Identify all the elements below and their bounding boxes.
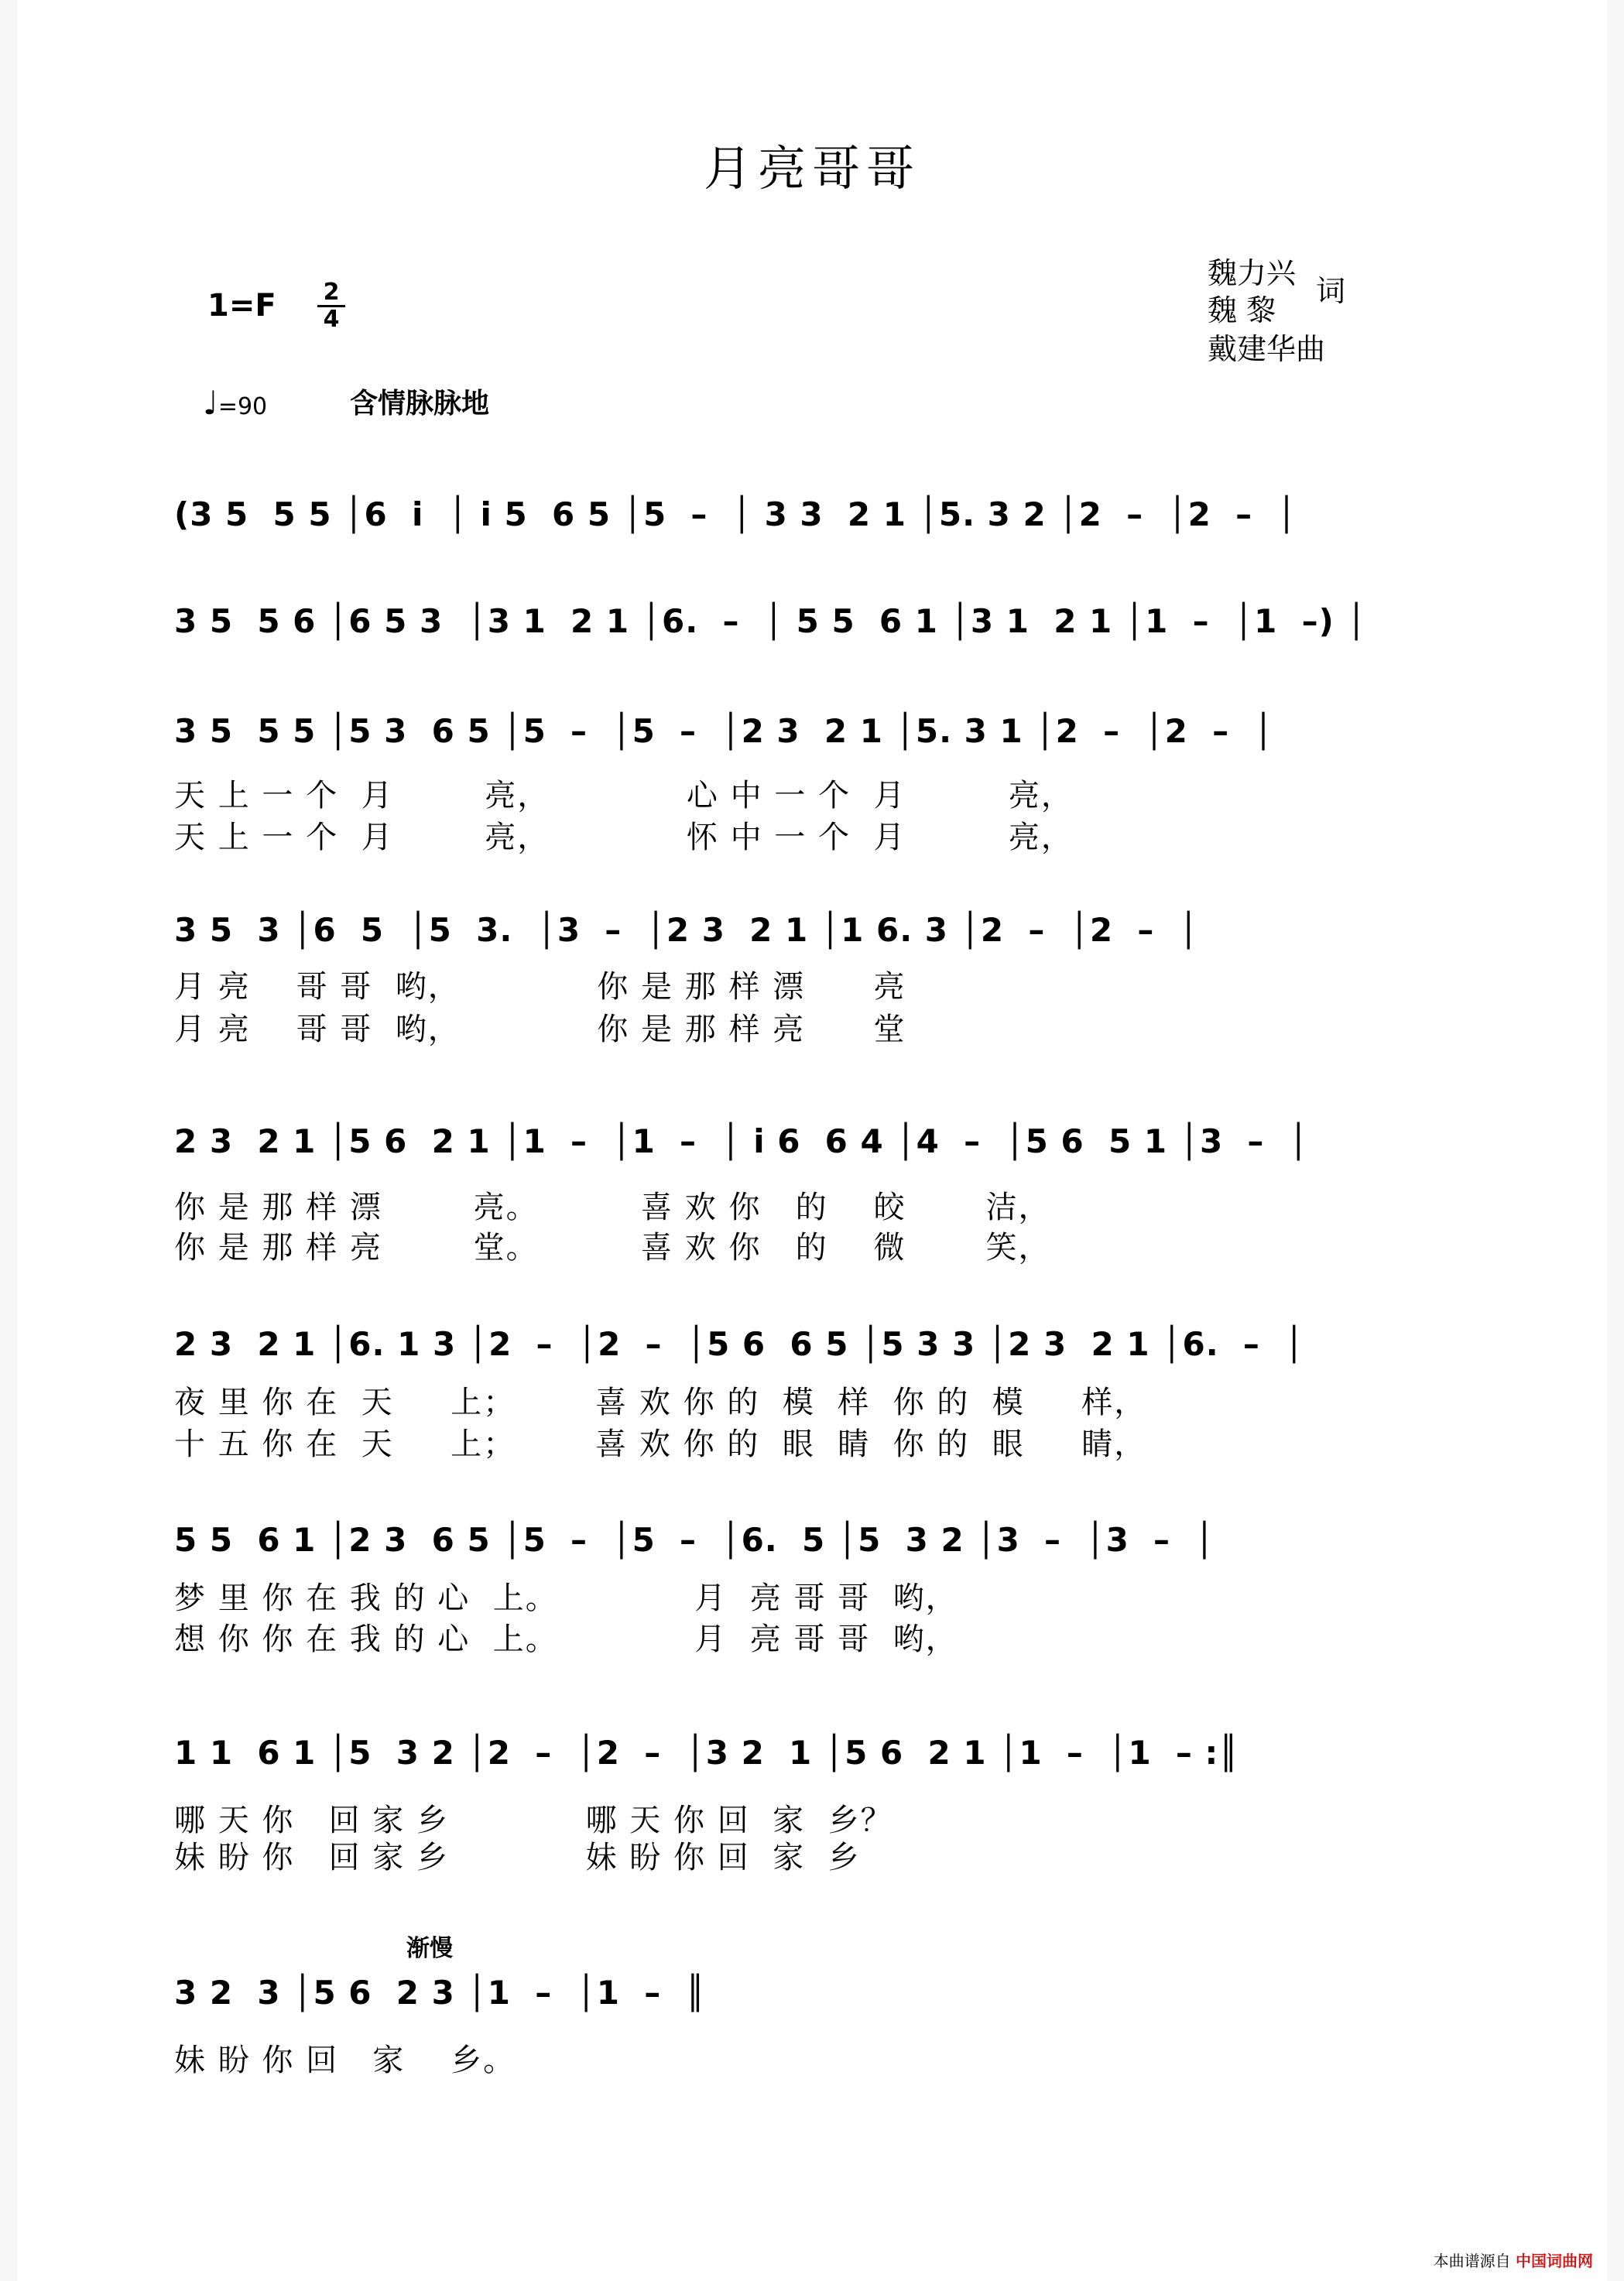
- time-signature: [317, 280, 345, 332]
- right-margin-strip: [1607, 0, 1624, 2281]
- time-signature-top: 2: [323, 279, 340, 306]
- lyric-line-3a: 天 上 一 个 月 亮， 心 中 一 个 月 亮，: [174, 778, 1074, 813]
- ritardando-marking: 渐慢: [406, 1935, 453, 1962]
- lyric-line-8b: 妹 盼 你 回 家 乡 妹 盼 你 回 家 乡: [174, 1840, 861, 1875]
- lyric-line-9a: 妹 盼 你 回 家 乡。: [174, 2043, 516, 2078]
- music-line-1: (3 5 5 5 │6 i │ i 5 6 5 │5 – │ 3 3 2 1 │5. 3 2 │2 – │2 – │: [174, 495, 1297, 533]
- lyric-line-7b: 想 你 你 在 我 的 心 上。 月 亮 哥 哥 哟，: [174, 1622, 958, 1657]
- quarter-note-icon: ♩: [203, 384, 218, 422]
- music-line-2: 3 5 5 6 │6 5 3 │3 1 2 1 │6. – │ 5 5 6 1 │3 1 2 1 │1 – │1 –) │: [174, 602, 1367, 640]
- music-line-9: 3 2 3 │5 6 2 3 │1 – │1 – ║: [174, 1974, 706, 2012]
- lyricist-2: 魏 黎: [1208, 293, 1276, 327]
- music-line-7: 5 5 6 1 │2 3 6 5 │5 – │5 – │6. 5 │5 3 2 │3 – │3 – │: [174, 1521, 1215, 1559]
- music-line-5: 2 3 2 1 │5 6 2 1 │1 – │1 – │ i 6 6 4 │4 – │5 6 5 1 │3 – │: [174, 1122, 1309, 1160]
- key-signature: 1=F: [207, 288, 276, 324]
- lyric-line-7a: 梦 里 你 在 我 的 心 上。 月 亮 哥 哥 哟，: [174, 1581, 958, 1616]
- source-footer: [1434, 2248, 1593, 2271]
- composer: 戴建华曲: [1208, 332, 1326, 366]
- music-line-3: 3 5 5 5 │5 3 6 5 │5 – │5 – │2 3 2 1 │5. 3 1 │2 – │2 – │: [174, 712, 1274, 750]
- lyric-line-8a: 哪 天 你 回 家 乡 哪 天 你 回 家 乡？: [174, 1803, 893, 1838]
- lyricist-1: 魏力兴: [1208, 256, 1297, 290]
- expression-marking: 含情脉脉地: [350, 388, 490, 420]
- tempo-marking: [203, 384, 267, 422]
- music-line-8: 1 1 6 1 │5 3 2 │2 – │2 – │3 2 1 │5 6 2 1 │1 – │1 – :║: [174, 1734, 1239, 1772]
- lyric-suffix: 词: [1316, 274, 1346, 308]
- lyric-line-5b: 你 是 那 样 亮 堂。 喜 欢 你 的 微 笑，: [174, 1230, 1051, 1266]
- lyric-line-5a: 你 是 那 样 漂 亮。 喜 欢 你 的 皎 洁，: [174, 1190, 1051, 1225]
- lyric-line-6b: 十 五 你 在 天 上； 喜 欢 你 的 眼 睛 你 的 眼 睛，: [174, 1426, 1147, 1462]
- lyric-line-3b: 天 上 一 个 月 亮， 怀 中 一 个 月 亮，: [174, 820, 1074, 855]
- time-signature-bottom: 4: [317, 305, 345, 332]
- left-margin-strip: [0, 0, 17, 2281]
- lyric-line-4a: 月 亮 哥 哥 哟， 你 是 那 样 漂 亮: [174, 969, 906, 1005]
- tempo-value: =90: [218, 393, 268, 420]
- lyric-line-4b: 月 亮 哥 哥 哟， 你 是 那 样 亮 堂: [174, 1012, 906, 1047]
- music-line-6: 2 3 2 1 │6. 1 3 │2 – │2 – │5 6 6 5 │5 3 3 │2 3 2 1 │6. – │: [174, 1325, 1305, 1363]
- lyric-line-6a: 夜 里 你 在 天 上； 喜 欢 你 的 模 样 你 的 模 样，: [174, 1385, 1147, 1420]
- footer-brand-link[interactable]: 中国词曲网: [1516, 2252, 1593, 2270]
- song-title: 月亮哥哥: [703, 140, 920, 197]
- music-line-4: 3 5 3 │6 5 │5 3. │3 – │2 3 2 1 │1 6. 3 │2 – │2 – │: [174, 911, 1199, 949]
- footer-label: 本曲谱源自: [1433, 2252, 1511, 2270]
